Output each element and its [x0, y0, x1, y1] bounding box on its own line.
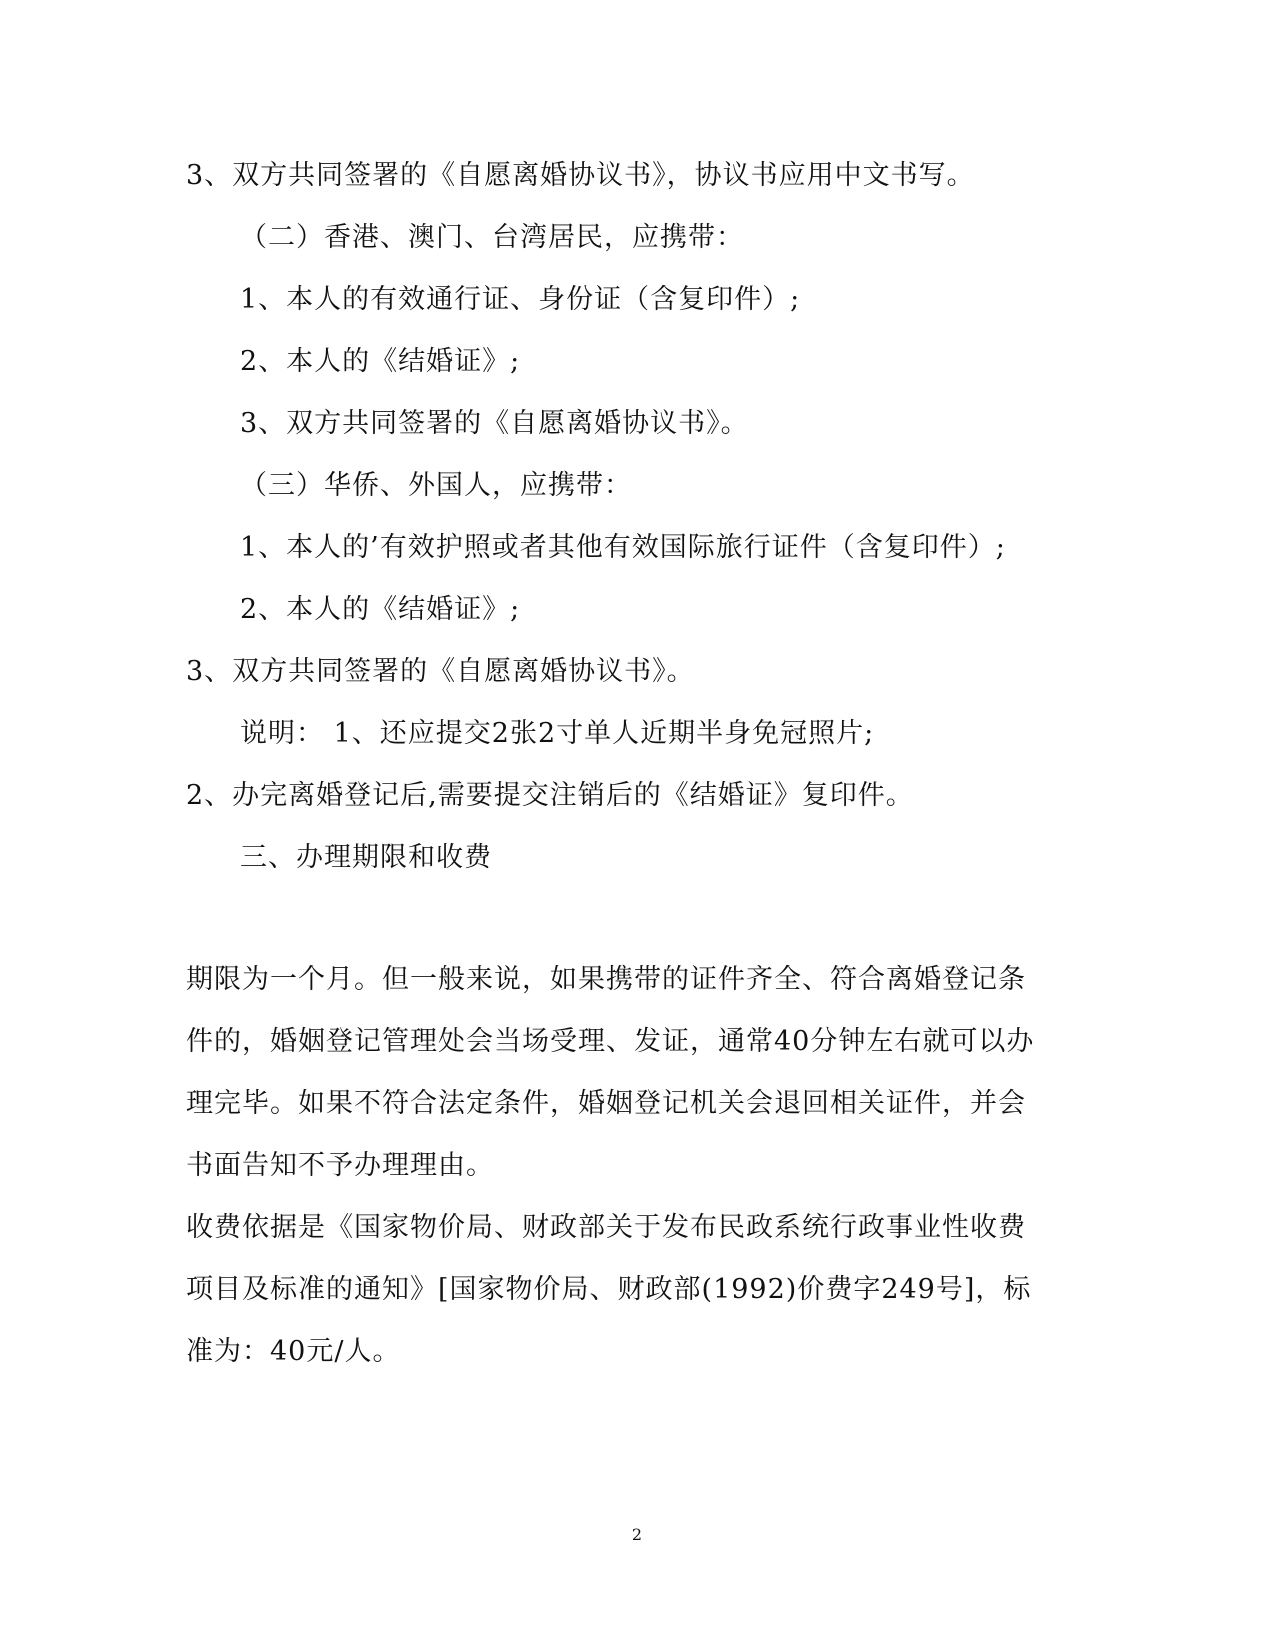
paragraph-line: 收费依据是《国家物价局、财政部关于发布民政系统行政事业性收费 — [186, 1212, 1026, 1243]
paragraph-line: 书面告知不予办理理由。 — [186, 1150, 494, 1181]
paragraph-line: 件的，婚姻登记管理处会当场受理、发证，通常40分钟左右就可以办 — [186, 1026, 1035, 1057]
paragraph-line: 项目及标准的通知》[国家物价局、财政部(1992)价费字249号]，标 — [186, 1274, 1032, 1305]
text-line: 1、本人的有效通行证、身份证（含复印件）; — [240, 284, 801, 315]
text-line: 3、双方共同签署的《自愿离婚协议书》。 — [186, 656, 695, 687]
paragraph-line: 准为：40元/人。 — [186, 1336, 401, 1367]
note-line: 2、办完离婚登记后,需要提交注销后的《结婚证》复印件。 — [186, 780, 914, 811]
paragraph-line: 期限为一个月。但一般来说，如果携带的证件齐全、符合离婚登记条 — [186, 964, 1026, 995]
note-line: 说明： 1、还应提交2张2寸单人近期半身免冠照片; — [240, 718, 875, 749]
text-line: 3、双方共同签署的《自愿离婚协议书》，协议书应用中文书写。 — [186, 160, 975, 191]
text-line: 2、本人的《结婚证》; — [240, 594, 521, 625]
text-line: 2、本人的《结婚证》; — [240, 346, 521, 377]
section-heading: （二）香港、澳门、台湾居民，应携带： — [240, 222, 744, 253]
text-line: 1、本人的’有效护照或者其他有效国际旅行证件（含复印件）; — [240, 532, 1006, 563]
page-number: 2 — [631, 1525, 643, 1544]
section-heading: 三、办理期限和收费 — [240, 842, 492, 873]
paragraph-line: 理完毕。如果不符合法定条件，婚姻登记机关会退回相关证件，并会 — [186, 1088, 1026, 1119]
text-line: 3、双方共同签署的《自愿离婚协议书》。 — [240, 408, 749, 439]
section-heading: （三）华侨、外国人，应携带： — [240, 470, 632, 501]
